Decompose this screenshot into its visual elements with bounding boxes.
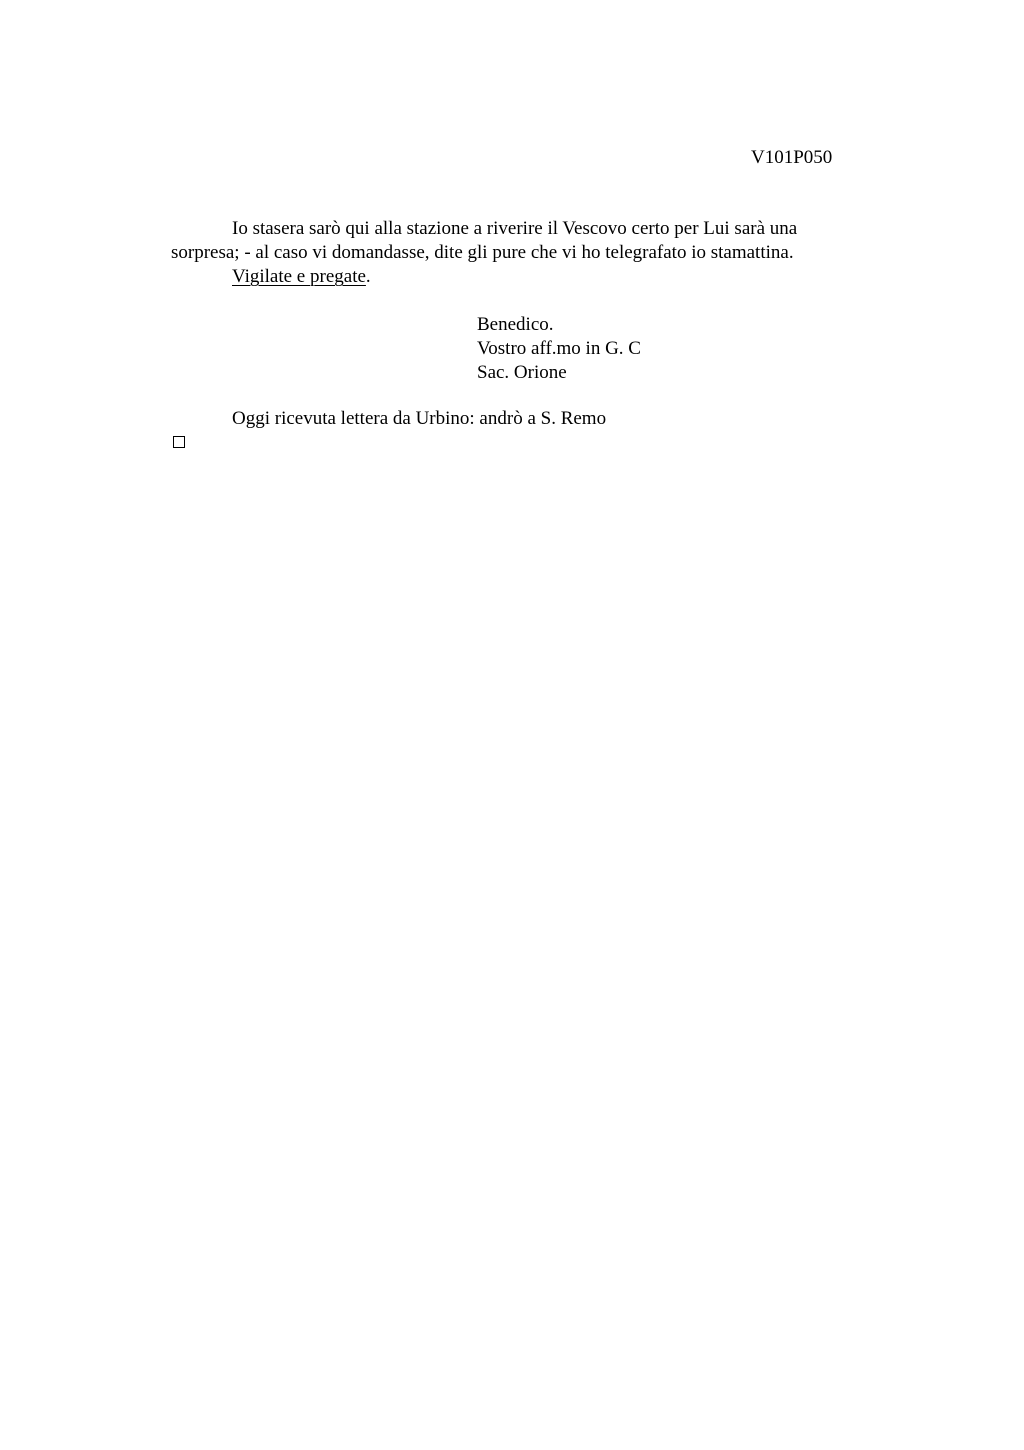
exhortation-line [171,265,871,289]
letter-body [171,217,871,289]
paragraph-line-1: Io stasera sarò qui alla stazione a riverire il Vescovo certo per Lui sarà una [232,218,798,239]
closing-text: Benedico. [477,314,554,335]
empty-square-icon [173,436,185,448]
exhortation-text: Vigilate e pregate [232,266,366,287]
salutation-text: Vostro aff.mo in G. C [477,338,641,359]
postscript-text: Oggi ricevuta lettera da Urbino: andrò a S. Remo [232,408,607,429]
signature-name: Sac. Orione [477,362,567,383]
document-id: V101P050 [751,147,833,168]
signature-block [477,313,641,385]
paragraph-line-2: sorpresa; - al caso vi domandasse, dite gli pure che vi ho telegrafato io stamattina. [171,242,794,263]
exhortation-punctuation: . [365,266,371,287]
